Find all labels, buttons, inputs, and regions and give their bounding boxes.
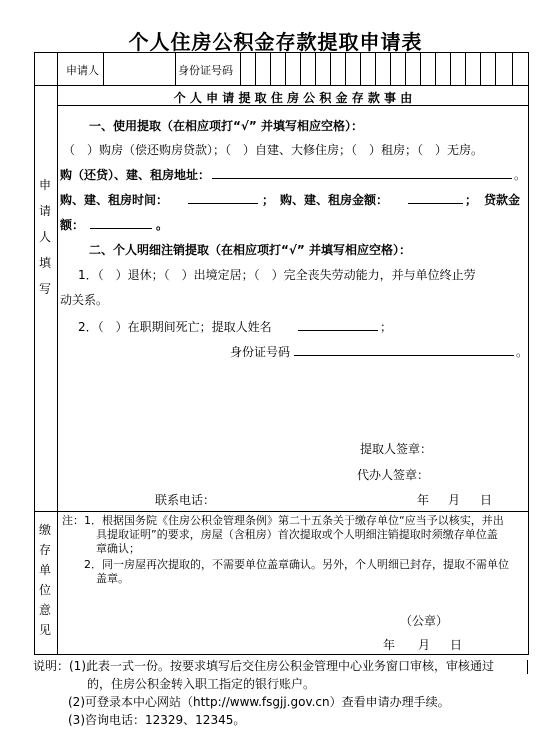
part2-item1b: 动关系。 <box>60 293 109 307</box>
address-field[interactable] <box>212 166 512 179</box>
loan-label: 贷款金 <box>484 193 521 207</box>
extractor-name-field[interactable] <box>298 318 378 331</box>
footer-line3: (2)可登录本中心网站（http://www.fsgjj.gov.cn）查看申请办理手续。 <box>68 695 450 709</box>
extractor-signature-label: 提取人签章： <box>360 442 433 456</box>
note1: 1．根据国务院《住房公积金管理条例》第二十五条关于缴存单位“应当予以核实，并出 <box>84 514 504 527</box>
note1c: 章确认； <box>96 542 140 555</box>
applicant-name-field[interactable] <box>104 54 174 84</box>
sign-year: 年 <box>417 493 430 507</box>
sign-month: 月 <box>448 493 461 507</box>
footer-line2: 的，住房公积金转入职工指定的银行账户。 <box>87 677 316 691</box>
amount-sep: ； <box>465 193 478 207</box>
id-number-boxes[interactable] <box>241 54 527 84</box>
loan-field[interactable] <box>90 216 152 229</box>
amount-label: 购、建、租房金额： <box>280 193 389 207</box>
note1b: 具提取证明”的要求，房屋（含租房）首次提取或个人明细注销提取时须缴存单位盖 <box>96 528 498 541</box>
amount-field[interactable] <box>408 191 463 204</box>
part2-id-label: 身份证号码 <box>230 345 291 359</box>
section-title: 个 人 申 请 提 取 住 房 公 积 金 存 款 事 由 <box>173 91 413 105</box>
part2-item2[interactable]: 2．（ ）在职期间死亡；提取人姓名 <box>78 320 272 334</box>
note2b: 盖章。 <box>96 572 129 585</box>
side-label-unit: 缴 存 单 位 意 见 <box>38 523 51 637</box>
time-field[interactable] <box>188 191 258 204</box>
unit-year: 年 <box>383 638 396 652</box>
footer-line1: 说明：(1)此表一式一份。按要求填写后交住房公积金管理中心业务窗口审核，审核通过 <box>33 659 495 673</box>
part1-options[interactable]: （ ）购房（偿还购房贷款）；（ ）自建、大修住房；（ ）租房；（ ）无房。 <box>63 143 484 157</box>
footer-line4: (3)咨询电话：12329、12345。 <box>68 713 246 727</box>
item2-end: ； <box>380 320 393 334</box>
part2-heading: 二、个人明细注销提取（在相应项打“√” 并填写相应空格）： <box>89 243 411 257</box>
agent-signature-label: 代办人签章： <box>357 468 430 482</box>
address-end: 。 <box>514 168 527 182</box>
note2: 2．同一房屋再次提取的，不需要单位盖章确认。另外，个人明细已封存，提取不需单位 <box>84 558 509 571</box>
applicant-label: 申请人 <box>66 64 99 77</box>
id-number-label: 身份证号码 <box>178 64 233 77</box>
phone-label: 联系电话： <box>155 493 216 507</box>
unit-month: 月 <box>418 638 431 652</box>
part2-item1[interactable]: 1．（ ）退休；（ ）出境定居；（ ）完全丧失劳动能力，并与单位终止劳 <box>78 268 476 282</box>
part2-id-end: 。 <box>516 345 529 359</box>
unit-day: 日 <box>450 638 463 652</box>
note-label: 注： <box>62 514 84 527</box>
loan-end: 。 <box>156 218 169 232</box>
time-label: 购、建、租房时间： <box>60 193 169 207</box>
sign-day: 日 <box>480 493 493 507</box>
form-title: 个人住房公积金存款提取申请表 <box>128 30 423 54</box>
address-label: 购（还贷）、建、租房地址： <box>60 168 211 182</box>
time-sep: ； <box>262 193 275 207</box>
part2-id-field[interactable] <box>294 343 514 356</box>
loan-label-2: 额： <box>60 218 85 232</box>
text-cursor <box>527 660 528 674</box>
official-seal-label: （公章） <box>400 614 449 628</box>
side-label-applicant: 申 请 人 填 写 <box>38 178 51 296</box>
part1-heading: 一、使用提取（在相应项打“√” 并填写相应空格）： <box>89 119 363 133</box>
